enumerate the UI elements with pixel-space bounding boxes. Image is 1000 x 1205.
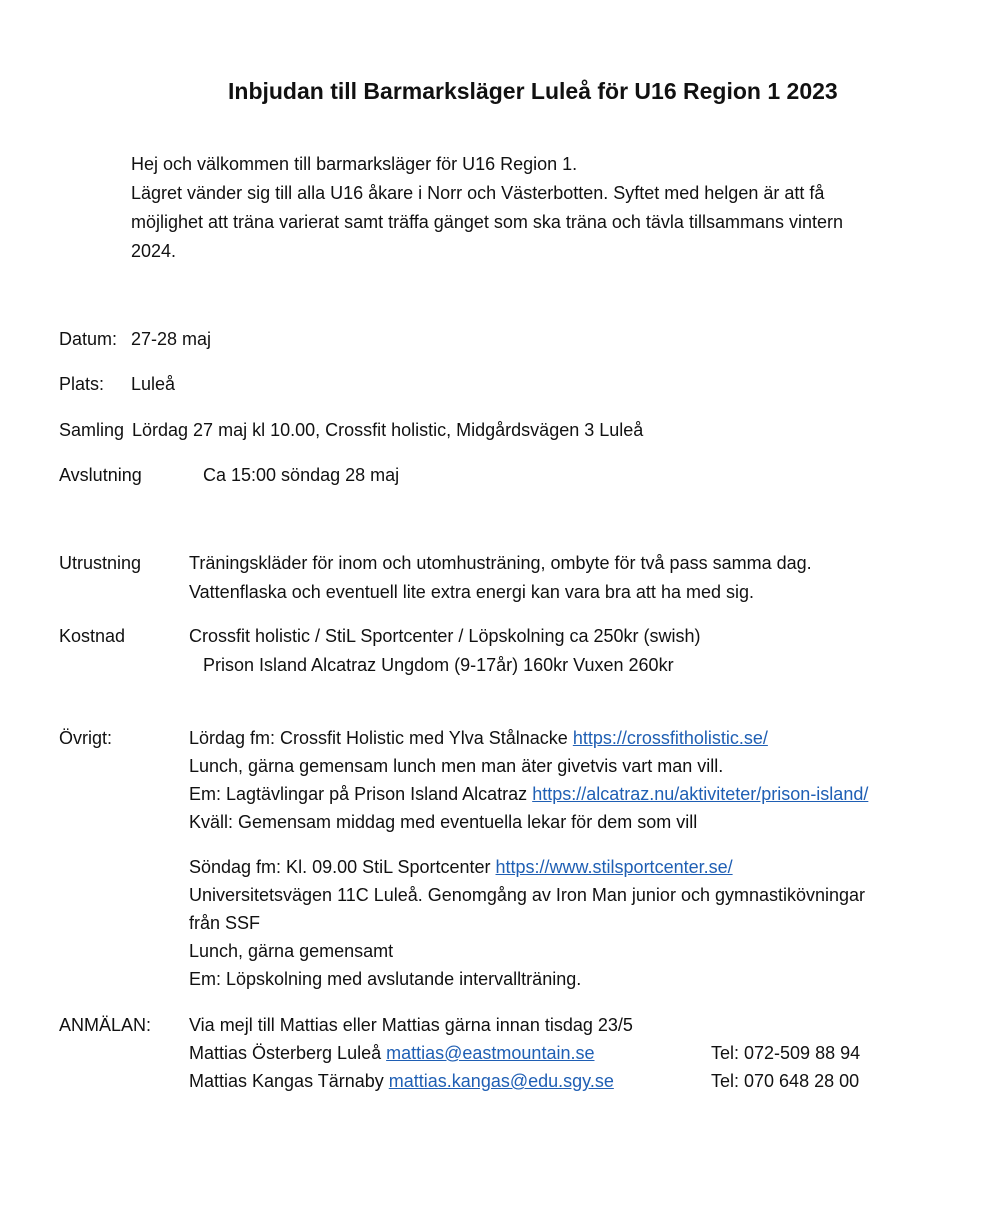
contact-phone: Tel: 070 648 28 00 — [711, 1071, 860, 1091]
ovrigt-sunday-address: Universitetsvägen 11C Luleå. Genomgång av Iron Man junior och gymnastikövningar — [189, 885, 866, 905]
kostnad-label: Kostnad — [59, 626, 126, 646]
ovrigt-saturday-lunch: Lunch, gärna gemensam lunch men man äter givetvis vart man vill. — [189, 756, 724, 776]
alcatraz-link[interactable]: https://alcatraz.nu/aktiviteter/prison-island/ — [532, 784, 869, 804]
anmalan-label: ANMÄLAN: — [59, 1015, 152, 1035]
intro-line: 2024. — [131, 241, 177, 261]
contact-row — [189, 1043, 594, 1064]
samling-label: Samling — [59, 420, 125, 440]
utrustning-line: Träningskläder för inom och utomhusträning, ombyte för två pass samma dag. — [189, 553, 812, 573]
stilsportcenter-link[interactable]: https://www.stilsportcenter.se/ — [495, 857, 733, 877]
contact-phone: Tel: 072-509 88 94 — [711, 1043, 861, 1063]
datum-label: Datum: — [59, 329, 118, 349]
ovrigt-sunday-lunch: Lunch, gärna gemensamt — [189, 941, 394, 961]
kostnad-line: Prison Island Alcatraz Ungdom (9-17år) 160kr Vuxen 260kr — [203, 655, 674, 675]
kostnad-line: Crossfit holistic / StiL Sportcenter / Löpskolning ca 250kr (swish) — [189, 626, 701, 646]
utrustning-label: Utrustning — [59, 553, 142, 573]
contact-name: Mattias Österberg Luleå — [189, 1043, 387, 1063]
plats-label: Plats: — [59, 374, 105, 394]
ovrigt-saturday-evening: Kväll: Gemensam middag med eventuella lekar för dem som vill — [189, 812, 698, 832]
ovrigt-text: Em: Lagtävlingar på Prison Island Alcatraz — [189, 784, 533, 804]
intro-line: Lägret vänder sig till alla U16 åkare i Norr och Västerbotten. Syftet med helgen är att få — [131, 183, 825, 203]
ovrigt-sunday-ssf: från SSF — [189, 913, 261, 933]
ovrigt-sunday-afternoon: Em: Löpskolning med avslutande intervallträning. — [189, 969, 582, 989]
plats-value: Luleå — [131, 374, 176, 394]
intro-line: möjlighet att träna varierat samt träffa gänget som ska träna och tävla tillsammans vintern — [131, 212, 843, 232]
contact-email-link[interactable]: mattias.kangas@edu.sgy.se — [388, 1071, 614, 1091]
contact-name: Mattias Kangas Tärnaby — [189, 1071, 389, 1091]
ovrigt-label: Övrigt: — [59, 728, 113, 748]
datum-value: 27-28 maj — [131, 329, 212, 349]
ovrigt-sunday-morning — [189, 857, 733, 878]
intro-line: Hej och välkommen till barmarksläger för U16 Region 1. — [131, 154, 578, 174]
avslutning-label: Avslutning — [59, 465, 142, 485]
avslutning-value: Ca 15:00 söndag 28 maj — [203, 465, 400, 485]
ovrigt-saturday-afternoon — [189, 784, 868, 805]
ovrigt-text: Söndag fm: Kl. 09.00 StiL Sportcenter — [189, 857, 496, 877]
crossfit-link[interactable]: https://crossfitholistic.se/ — [572, 728, 768, 748]
samling-value: Lördag 27 maj kl 10.00, Crossfit holistic, Midgårdsvägen 3 Luleå — [132, 420, 644, 440]
ovrigt-saturday-morning — [189, 728, 768, 749]
utrustning-line: Vattenflaska och eventuell lite extra energi kan vara bra att ha med sig. — [189, 582, 754, 602]
ovrigt-text: Lördag fm: Crossfit Holistic med Ylva Stålnacke — [189, 728, 573, 748]
anmalan-line: Via mejl till Mattias eller Mattias gärna innan tisdag 23/5 — [189, 1015, 633, 1035]
contact-row — [189, 1071, 614, 1092]
page-title: Inbjudan till Barmarksläger Luleå för U16 Region 1 2023 — [228, 78, 838, 104]
contact-email-link[interactable]: mattias@eastmountain.se — [386, 1043, 595, 1063]
